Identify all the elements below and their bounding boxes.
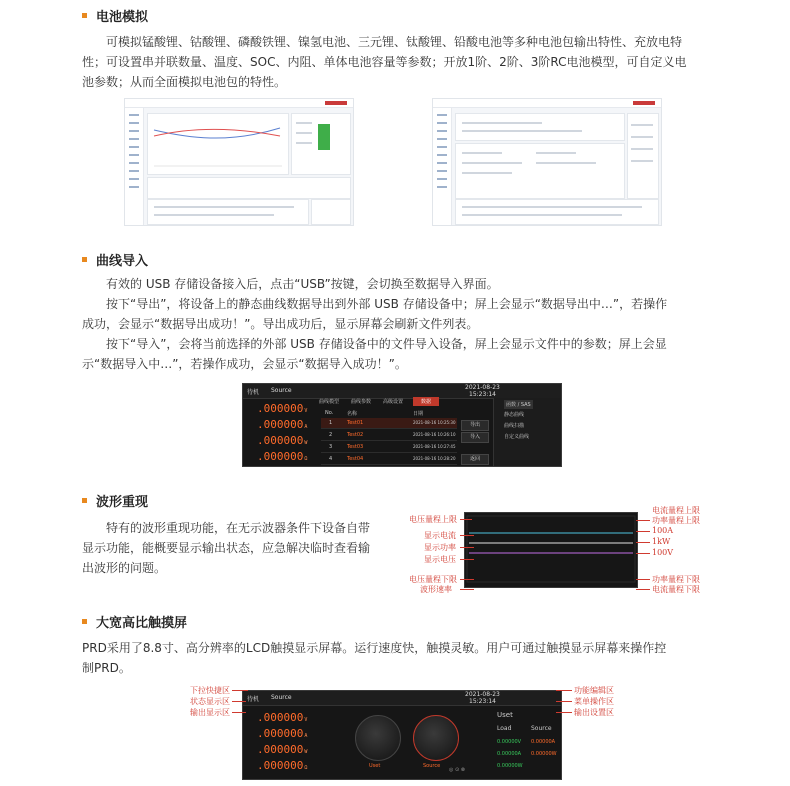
label-1kw: 1kW bbox=[652, 537, 671, 546]
curve-line-3: 成功，会显示“数据导出成功！”。导出成功后，显示屏幕会刷新文件列表。 bbox=[82, 317, 479, 331]
date-label: 2021-08-23 bbox=[465, 691, 500, 698]
status-label: 待机 bbox=[247, 696, 260, 703]
source-label: Source bbox=[271, 694, 292, 701]
label-function-edit-area: 功能编辑区 bbox=[574, 686, 614, 695]
waveform-plot bbox=[465, 513, 637, 587]
battery-line-1: 可模拟锰酸锂、钴酸锂、磷酸铁锂、镍氢电池、三元锂、钛酸锂、铅酸电池等多种电池包输出特性、充放电特 bbox=[106, 35, 683, 49]
menu-item-function[interactable]: 函数 / SAS bbox=[506, 402, 531, 408]
section-title-waveform bbox=[82, 491, 148, 510]
section-title-text: 曲线导入 bbox=[96, 254, 149, 269]
curve-line-2: 按下“导出”，将设备上的静态曲线数据导出到外部 USB 存储设备中；屏上会显示“数据导出中…”，若操作 bbox=[106, 297, 668, 311]
bullet-icon bbox=[82, 257, 87, 262]
wave-line-1: 特有的波形重现功能，在无示波器条件下设备自带 bbox=[106, 521, 371, 535]
right-value-1: 0.00000V bbox=[497, 739, 522, 745]
col-name: 名称 bbox=[347, 411, 358, 417]
section-title-battery bbox=[82, 6, 148, 25]
label-current-range-lower: 电流量程下限 bbox=[652, 585, 700, 594]
import-button[interactable]: 导入 bbox=[461, 432, 489, 443]
right-value-4: 0.00000W bbox=[531, 751, 557, 757]
right-label-uset: Uset bbox=[497, 711, 513, 719]
knob-source-label: Source bbox=[423, 763, 441, 769]
label-menu-area: 菜单操作区 bbox=[574, 697, 614, 706]
source-knob[interactable] bbox=[413, 715, 459, 761]
label-voltage-range-upper: 电压量程上限 bbox=[409, 515, 457, 524]
logo-icon bbox=[633, 101, 655, 105]
battery-level-icon bbox=[318, 124, 330, 150]
curve-line-1: 有效的 USB 存储设备接入后，点击“USB”按键，会切换至数据导入界面。 bbox=[106, 277, 499, 291]
right-label-source: Source bbox=[531, 725, 552, 732]
table-row[interactable]: 2 Test02 2021-08-16 10:26:10 bbox=[321, 430, 457, 441]
curve-line-4: 按下“导入”，会将当前选择的外部 USB 存储设备中的文件导入设备，屏上会显示文件中的参数；屏上会显 bbox=[106, 337, 667, 351]
time-label: 15:23:14 bbox=[469, 698, 496, 705]
label-display-voltage: 显示电压 bbox=[424, 555, 456, 564]
label-dropdown-area: 下拉快捷区 bbox=[190, 686, 230, 695]
waveform-paragraph bbox=[82, 518, 392, 578]
section-title-text: 大宽高比触摸屏 bbox=[96, 616, 188, 631]
tab-curve-param[interactable]: 曲线参数 bbox=[351, 399, 372, 405]
time-label: 15:23:14 bbox=[469, 391, 496, 398]
touch-paragraph bbox=[82, 638, 722, 678]
label-display-current: 显示电流 bbox=[424, 531, 456, 540]
label-wave-rate: 波形速率 bbox=[420, 585, 452, 594]
label-100a: 100A bbox=[652, 526, 674, 535]
battery-line-3: 池参数；从而全面模拟电池包的特性。 bbox=[82, 75, 287, 89]
label-100v: 100V bbox=[652, 548, 674, 557]
table-row[interactable]: 4 Test04 2021-08-16 10:28:20 bbox=[321, 454, 457, 465]
wave-line-3: 出波形的问题。 bbox=[82, 561, 167, 575]
usb-device-screen bbox=[242, 383, 562, 467]
table-row[interactable]: 1 Test01 2021-08-16 10:25:30 bbox=[321, 418, 457, 429]
label-display-power: 显示功率 bbox=[424, 543, 456, 552]
col-no: No. bbox=[325, 410, 334, 416]
label-power-range-lower: 功率量程下限 bbox=[652, 575, 700, 584]
section-title-touch bbox=[82, 612, 187, 631]
battery-curve-chart bbox=[148, 114, 288, 174]
bullet-icon bbox=[82, 13, 87, 18]
bullet-icon bbox=[82, 498, 87, 503]
bullet-icon bbox=[82, 619, 87, 624]
tab-advanced[interactable]: 高级设置 bbox=[383, 399, 404, 405]
battery-paragraph bbox=[82, 32, 722, 92]
status-label: 待机 bbox=[247, 389, 260, 396]
section-title-text: 电池模拟 bbox=[96, 10, 149, 25]
label-voltage-range-lower: 电压量程下限 bbox=[409, 575, 457, 584]
tab-data[interactable]: 数据 bbox=[413, 397, 439, 406]
reading-current: .000000A bbox=[257, 727, 308, 740]
curve-import-paragraph bbox=[82, 274, 722, 374]
touch-line-2: 制PRD。 bbox=[82, 661, 131, 675]
menu-item-curve-scan[interactable]: 曲线扫描 bbox=[504, 423, 525, 429]
section-title-curve-import bbox=[82, 250, 148, 269]
right-value-3: 0.00000A bbox=[497, 751, 522, 757]
back-button[interactable]: 返回 bbox=[461, 454, 489, 465]
export-button[interactable]: 导出 bbox=[461, 420, 489, 431]
reading-resistance: .000000Ω bbox=[257, 759, 308, 772]
label-output-display-area: 输出显示区 bbox=[190, 708, 230, 717]
label-status-area: 状态显示区 bbox=[190, 697, 230, 706]
label-output-setting-area: 输出设置区 bbox=[574, 708, 614, 717]
reading-power: .000000W bbox=[257, 743, 308, 756]
battery-line-2: 性；可设置串并联数量、温度、SOC、内阻、单体电池容量等参数；开放1阶、2阶、3阶RC电池模型，可自定义电 bbox=[82, 55, 687, 69]
reading-current: .000000A bbox=[257, 418, 308, 431]
tab-curve-model[interactable]: 曲线模型 bbox=[319, 399, 340, 405]
date-label: 2021-08-23 bbox=[465, 384, 500, 391]
reading-voltage: .000000V bbox=[257, 711, 308, 724]
section-title-text: 波形重现 bbox=[96, 495, 149, 510]
source-label: Source bbox=[271, 387, 292, 394]
battery-software-screenshot-1 bbox=[124, 98, 354, 226]
right-value-5: 0.00000W bbox=[497, 763, 523, 769]
wave-line-2: 显示功能，能概要显示输出状态，应急解决临时查看输 bbox=[82, 541, 371, 555]
touch-device-screen bbox=[242, 690, 562, 780]
right-label-load: Load bbox=[497, 725, 512, 732]
label-power-range-upper: 功率量程上限 bbox=[652, 516, 700, 525]
reading-voltage: .000000V bbox=[257, 402, 308, 415]
curve-line-5: 示“数据导入中…”，若操作成功，会显示“数据导入成功！”。 bbox=[82, 357, 407, 371]
uset-knob[interactable] bbox=[355, 715, 401, 761]
knob-uset-label: Uset bbox=[369, 763, 381, 769]
reading-power: .000000W bbox=[257, 434, 308, 447]
menu-item-static-curve[interactable]: 静态曲线 bbox=[504, 412, 525, 418]
table-row[interactable]: 3 Test03 2021-08-16 10:27:45 bbox=[321, 442, 457, 453]
col-date: 日期 bbox=[413, 411, 424, 417]
waveform-screen bbox=[464, 512, 638, 588]
menu-item-custom-curve[interactable]: 自定义曲线 bbox=[504, 434, 530, 440]
right-value-2: 0.00000A bbox=[531, 739, 556, 745]
battery-software-screenshot-2 bbox=[432, 98, 662, 226]
label-current-range-upper: 电流量程上限 bbox=[652, 506, 700, 515]
touch-line-1: PRD采用了8.8寸、高分辨率的LCD触摸显示屏幕。运行速度快，触摸灵敏。用户可通过触摸显示屏幕来操作控 bbox=[82, 641, 667, 655]
logo-icon bbox=[325, 101, 347, 105]
reading-resistance: .000000Ω bbox=[257, 450, 308, 463]
scope-icon[interactable]: ◎ ⊙ ⊗ bbox=[449, 767, 465, 773]
